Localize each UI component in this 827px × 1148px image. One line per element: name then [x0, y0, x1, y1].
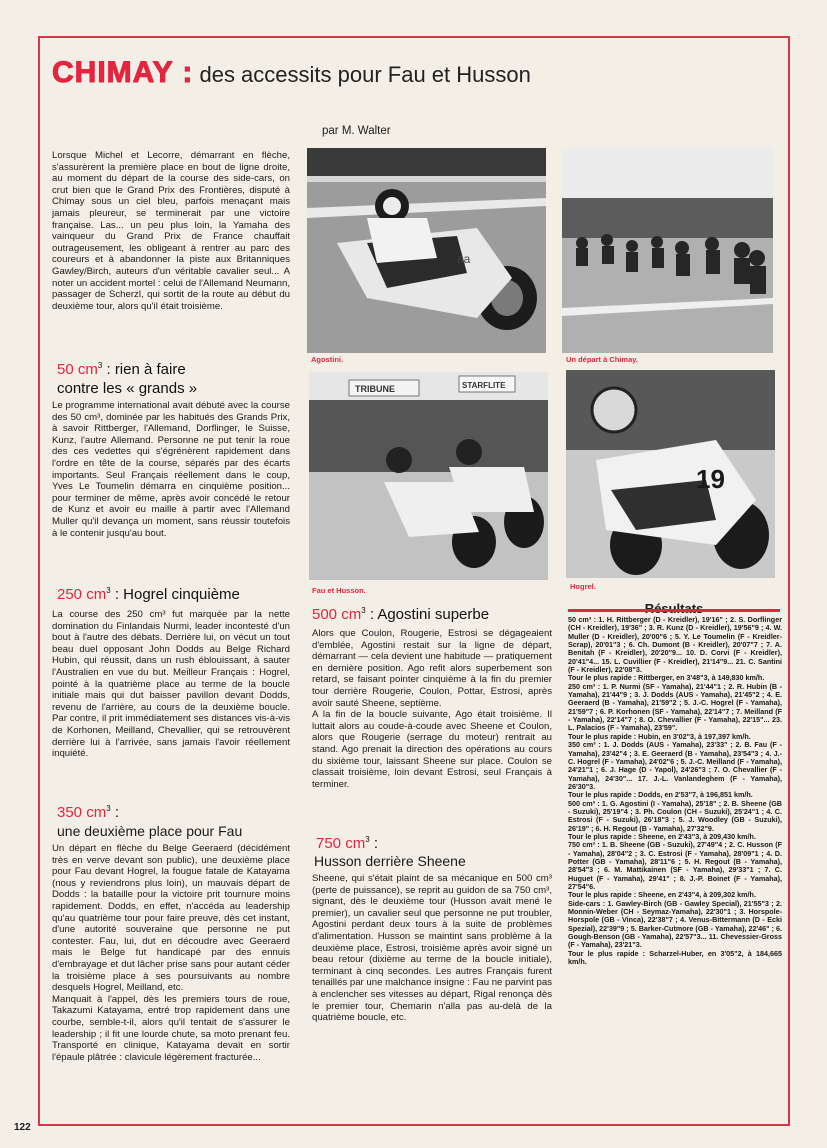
heading-350cc-title1: :	[110, 804, 119, 821]
title-chimay: CHIMAY :	[52, 56, 194, 89]
heading-500cc-cc: 500 cm	[312, 606, 362, 623]
caption-hogrel: Hogrel.	[570, 582, 596, 591]
heading-250cc-cc: 250 cm	[57, 586, 107, 603]
photo-agostini-number: aa	[457, 252, 471, 266]
results-text: 50 cm³ : 1. H. Rittberger (D - Kreidler), 19'16" ; 2. S. Dorflinger (CH - Kreidler), 19'36" ; 3. R. Kunz (D - Kreidler), 19'56"9 ; 4. W. Muller (D - Kreidler), 20'00"6 ; 5. Y. Le Toumelin (F - Kreidler-Scrap), 20'01"3 ; 6. Ch. Dumont (B - Kreidler), 20'07"7 ; 7. A. Benitah (F - Kreidler), 20'20"9... 10. D. Corvi (F - Kreidler), 20'41"4... 15. L. Cuvillier (F - Kreidler), 21'14"9... 21. C. Santini (F - Kreidler), 22'08"3. Tour le plus rapide : Rittberger, en 3'48"3, à 149,830 km/h. 250 cm³ : 1. P. Nurmi (SF - Yamaha), 21'44"1 ; 2. R. Hubin (B - Yamaha), 21'44"9 ; 3. J. Dodds (AUS - Yamaha), 21'45"2 ; 4. E. Geeraerd (B - Yamaha), 21'59"2 ; 5. J.-C. Hogrel (F - Yamaha), 21'59"7 ; 6. P. Korhonen (SF - Yamaha), 22'14"7 ; 7. Meilland (F - Yamaha), 22'14"7 ; 8. O. Chevallier (F - Yamaha), 22'15"... 23. L. Palacios (F - Yamaha), 23'59". Tour le plus rapide : Hubin, en 3'02"3, à 197,397 km/h. 350 cm³ : 1. J. Dodds (AUS - Yamaha), 23'33" ; 2. B. Fau (F - Yamaha), 23'42"4 ; 3. E. Geeraerd (B - Yamaha), 23'54"3 ; 4. J.-C. Hogrel (F - Yamaha), 24'02"6 ; 5. J.-C. Meilland (F - Yamaha), 24'21"1 ; 6. J. Hage (D - Yapol), 24'26"3 ; 7. O. Chevallier (F - Yamaha), 24'30"... 17. J.-L. Vanlandeghem (F - Yamaha), 26'30"3. Tour le plus rapide : Dodds, en 2'53"7, à 196,851 km/h. 500 cm³ : 1. G. Agostini (I - Yamaha), 25'18" ; 2. B. Sheene (GB - Suzuki), 25'19"4 ; 3. Ph. Coulon (CH - Suzuki), 25'24"1 ; 4. C. Estrosi (F - Suzuki), 26'18"3 ; 5. J. Woodley (GB - Suzuki), 26'19" ; 6. H. Regout (B - Yamaha), 27'32"9. Tour le plus rapide : Sheene, en 2'43"3, à 209,430 km/h. 750 cm³ : 1. B. Sheene (GB - Suzuki), 27'49"4 ; 2. C. Husson (F - Yamaha), 28'04"2 ; 3. C. Estrosi (F - Yamaha), 28'09"1 ; 4. D. Potter (GB - Yamaha), 28'11"6 ; 5. H. Regout (B - Yamaha), 28'54"3 ; 6. M. Mattikainen (SF - Yamaha), 29'33"1 ; 7. C. Huguet (F - Yamaha), 29'41" ; 8. J.-P. Boinet (F - Yamaha), 27'54"6. Tour le plus rapide : Sheene, en 2'43"4, à 209,302 km/h. Side-cars : 1. Gawley-Birch (GB - Gawley Special), 21'55"3 ; 2. Monnin-Weber (CH - Seymaz-Yamaha), 22'30"1 ; 3. Horspole-Horspole (GB - Vinca), 22'38"7 ; 4. Venus-Bittermann (D - Ecki Spezial), 22'39"9 ; 5. Barker-Cutmore (GB - Yamaha), 22'46" ; 6. Gough-Benson (GB - Yamaha), 22'57"3... 11. Chevessier-Gross (F - Yamaha), 23'21"3. Tour le plus rapide : Scharzel-Huber, en 3'05"2, à 184,665 km/h.	[568, 616, 782, 967]
heading-750cc-title1: :	[369, 835, 378, 852]
heading-500cc	[312, 606, 489, 623]
heading-250cc-title: : Hogrel cinquième	[110, 586, 240, 603]
page-title	[52, 56, 531, 90]
caption-agostini: Agostini.	[311, 355, 344, 364]
title-subtitle: des accessits pour Fau et Husson	[193, 62, 531, 87]
heading-500cc-title: : Agostini superbe	[365, 606, 490, 623]
heading-250cc-sup: 3	[106, 586, 111, 595]
heading-50cc-title1: : rien à faire	[102, 361, 186, 378]
photo-start	[562, 148, 773, 353]
heading-750cc-line1	[316, 835, 378, 852]
section-250cc-text: La course des 250 cm³ fut marquée par la nette domination du Finlandais Nurmi, leader incontesté d'un bout à l'autre des débats. Derrière lui, on vécut un tout beau duel opposant John Dodds au Belge Richard Hubin, qui réussit, dans un rush éblouissant, à sauter l'Australien en vue du but. Meilleur Français : Hogrel, pointé à la quatrième place au terme de la boucle initiale mais qui dut baisser pavillon devant Dodds, revenu de l'arrière, au cours de la deuxième boucle. Par contre, il prit immédiatement ses distances vis-à-vis de Korhonen, Meilland, Chevallier, qui se retrouvèrent derrière lui à l'arrivée, sans jamais l'avoir réellement inquiété.	[52, 609, 290, 760]
photo-tribune-sign: TRIBUNE	[355, 384, 395, 394]
heading-50cc-cc: 50 cm	[57, 361, 98, 378]
heading-50cc-line1	[57, 361, 186, 378]
photo-hogrel-image	[566, 370, 775, 578]
heading-750cc-sup: 3	[365, 835, 370, 844]
heading-350cc-line2: une deuxième place pour Fau	[57, 823, 243, 839]
intro-paragraph: Lorsque Michel et Lecorre, démarrant en flèche, s'assurèrent la première place en bout de ligne droite, au moment du départ de la course des side-cars, on crut bien que le Grand Prix des Frontières, disputé à Chimay sous un ciel bleu, parfois menaçant mais jamais pleureur, se terminerait par une victoire française. Las... un peu plus loin, la Yamaha des vainqueur du Grand Prix de France chauffait outrageusement, les obligeant à rentrer au parc des coureurs et à abandonner la piste aux Britanniques Gawley/Birch, auteurs d'un véritable cavalier seul... A noter un accident mortel : celui de l'Allemand Neumann, passager de Scherzl, qui sortit de la route au début du deuxième tour, alors qu'il était troisième.	[52, 150, 290, 312]
photo-hogrel	[566, 370, 775, 578]
heading-350cc-cc: 350 cm	[57, 804, 107, 821]
heading-750cc-cc: 750 cm	[316, 835, 366, 852]
section-750cc-text: Sheene, qui s'était plaint de sa mécanique en 500 cm³ (perte de puissance), se reprit au guidon de sa 750 cm³, signant, dès le deuxième tour (Husson avait mené le premier), un cavalier seul que personne ne put troubler, Agostini perdant deux tours à la suite de problèmes d'alimentation. Husson se maintint sans problème à la deuxième place, Estrosi, troisième après avoir signé un beau retour (dixième au terme de la boucle initiale), terminant à cinq secondes. Les autres Français furent tenaillés par une malchance insigne : Fau ne parvint pas à enclencher ses vitesses au départ, Rigal renonça dès le premier tour, Chemarin n'alla pas au-delà de la quatrième boucle, etc.	[312, 873, 552, 1024]
section-500cc-text: Alors que Coulon, Rougerie, Estrosi se dégageaient d'emblée, Agostini restait sur la ligne de départ, démarrant — cela devient une habitude — pratiquement en dernière position. Ago refit alors superbement son retard, se faisant pointer cinquième à la fin du premier tour derrière Rougerie, Coulon, Pottar, Estrosi, après avoir sauté Sheene, septième. A la fin de la boucle suivante, Ago était troisième. Il luttait alors au coude-à-coude avec Sheene et Coulon, alors que Rougerie (serrage du moteur) rentrait au stand. Ago prenait la direction des opérations au cours du sixième tour, laissant Sheene sur place. Coulon se classait troisième, loin devant Estrosi, seul Français à terminer.	[312, 628, 552, 790]
section-350cc-text: Un départ en flèche du Belge Geeraerd (décidément très en verve devant son public), une deuxième place pour Fau devant Hogrel, la fougue fatale de Katayama (nous y reviendrons plus loin), un mauvais départ de Dodds : la bataille pour la victoire prit tournure moins rapidement. Dodds, en effet, n'accéda au leadership qu'au quatrième tour pour faire preuve, dès cet instant, d'une autorité souveraine que personne ne put contester. Fau, lui, dut en découdre avec Geeraerd mais le Belge fut handicapé par des ennuis d'embrayage et dut lâcher prise sans pour autant céder la troisième place à ses poursuivants au nombre desquels Hogrel, Meilland, etc. Manquait à l'appel, dès les premiers tours de roue, Takazumi Katayama, entré trop rapidement dans une courbe, semble-t-il, alors qu'il tentait de s'assurer le leadership ; il fit une lourde chute, sa moto prenant feu. Transporté en clinique, Katayama devait en sortir l'épaule plâtrée : clavicule légèrement fracturée...	[52, 843, 290, 1063]
results-rule	[568, 609, 780, 612]
photo-hogrel-number: 19	[696, 464, 725, 494]
section-50cc-text: Le programme international avait débuté avec la course des 50 cm³, dominée par les habitués des Grands Prix, à savoir Rittberger, l'Allemand, Dorflinger, le Suisse, Kunz, l'autre Allemand. Personne ne put tenir la roue des ces vedettes qui s'égrénèrent rapidement dans l'ordre en tête de la course, séparés par des écarts importants. Seul Français réellement dans le coup, Yves Le Toumelin démarra en cinquième position... pour terminer de même, après avoir concédé le retour de Kunz et avoir eu maille à partir avec l'Allemand Muller qu'il devança un moment, sans réussir toutefois à le contenir jusqu'au bout.	[52, 400, 290, 539]
caption-start: Un départ à Chimay.	[566, 355, 638, 364]
photo-start-image	[562, 148, 773, 353]
heading-50cc-line2: contre les « grands »	[57, 380, 198, 397]
heading-350cc-sup: 3	[106, 804, 111, 813]
photo-agostini	[307, 148, 546, 353]
heading-500cc-sup: 3	[361, 606, 366, 615]
photo-starflite-sign: STARFLITE	[462, 381, 506, 390]
heading-50cc-sup: 3	[97, 361, 103, 370]
heading-750cc-line2: Husson derrière Sheene	[314, 853, 466, 869]
caption-fau-husson: Fau et Husson.	[312, 586, 366, 595]
photo-fau-husson	[309, 372, 548, 580]
photo-agostini-image	[307, 148, 546, 353]
byline: par M. Walter	[322, 125, 391, 137]
photo-fau-husson-image	[309, 372, 548, 580]
page-number: 122	[14, 1122, 31, 1133]
heading-350cc-line1	[57, 804, 119, 821]
heading-250cc	[57, 586, 240, 603]
